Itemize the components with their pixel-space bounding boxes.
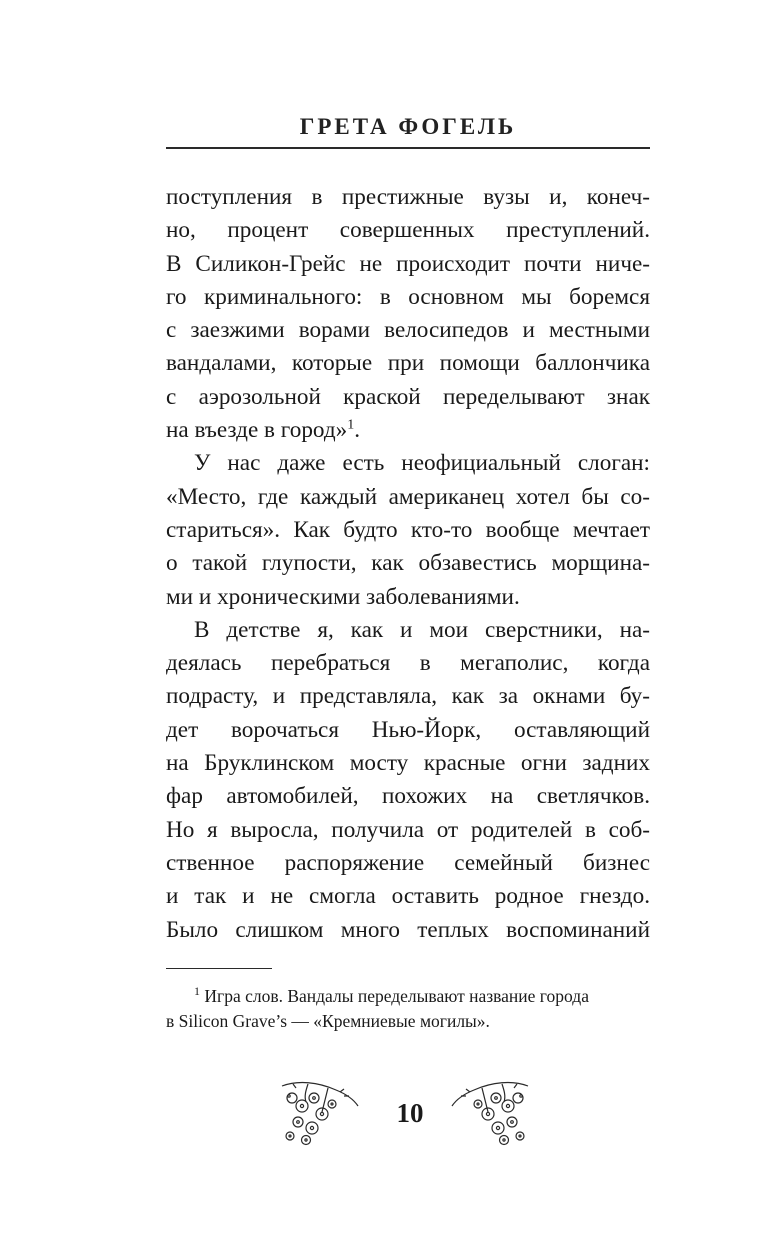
- text-line: с аэрозольной краской переделывают знак: [166, 383, 650, 410]
- text-line-with-footnote-ref: [166, 414, 650, 447]
- text-line: ственное распоряжение семейный бизнес: [166, 849, 650, 876]
- text-line: и так и не смогла оставить родное гнездо.: [166, 883, 650, 910]
- page-number: 10: [396, 1098, 424, 1128]
- text-line: стариться». Как будто кто-то вообще мечтает: [166, 516, 650, 543]
- text-line: поступления в престижные вузы и, конеч-: [166, 184, 650, 210]
- text-line: «Место, где каждый американец хотел бы со-: [166, 483, 650, 510]
- text-line: Было слишком много теплых воспоминаний: [166, 916, 650, 943]
- text-line: В Силикон-Грейс не происходит почти ниче-: [166, 250, 650, 277]
- text-line: с заезжими ворами велосипедов и местными: [166, 317, 650, 344]
- text-line: о такой глупости, как обзавестись морщина-: [166, 550, 650, 577]
- text-line: но, процент совершенных преступлений.: [166, 217, 650, 244]
- text-line: дет ворочаться Нью-Йорк, оставляющий: [166, 716, 650, 743]
- footnote: [166, 984, 650, 1034]
- text-line: Но я выросла, получила от родителей в соб-: [166, 816, 650, 843]
- text-line-content: на въезде в город»: [166, 417, 348, 444]
- text-line: ми и хроническими заболеваниями.: [166, 583, 520, 610]
- footnote-line: в Silicon Grave’s — «Кремниевые могилы».: [166, 1011, 490, 1031]
- footnote-number: 1: [194, 984, 200, 999]
- footnote-separator: [166, 968, 272, 969]
- footnote-text: Игра слов. Вандалы переделывают название города: [204, 986, 589, 1006]
- folio: [270, 1076, 550, 1156]
- floral-ornament-icon: [448, 1076, 532, 1152]
- floral-ornament-icon: [278, 1076, 362, 1152]
- text-line: деялась перебраться в мегаполис, когда: [166, 650, 650, 677]
- text-line: фар автомобилей, похожих на светлячков.: [166, 783, 650, 810]
- text-line: го криминального: в основном мы боремся: [166, 283, 650, 310]
- sentence-period: .: [354, 417, 361, 444]
- text-line: В детстве я, как и мои сверстники, на-: [194, 616, 650, 643]
- footnote-line: [166, 984, 650, 1009]
- header-rule: [166, 147, 650, 149]
- body-text: [166, 181, 650, 947]
- text-line: У нас даже есть неофициальный слоган:: [194, 450, 650, 477]
- text-line: подрасту, и представляла, как за окнами бу-: [166, 683, 650, 710]
- running-head: ГРЕТА ФОГЕЛЬ: [299, 114, 517, 139]
- text-line: на Бруклинском мосту красные огни задних: [166, 750, 650, 777]
- text-line: вандалами, которые при помощи баллончика: [166, 350, 650, 377]
- footnote-reference[interactable]: 1: [347, 417, 355, 433]
